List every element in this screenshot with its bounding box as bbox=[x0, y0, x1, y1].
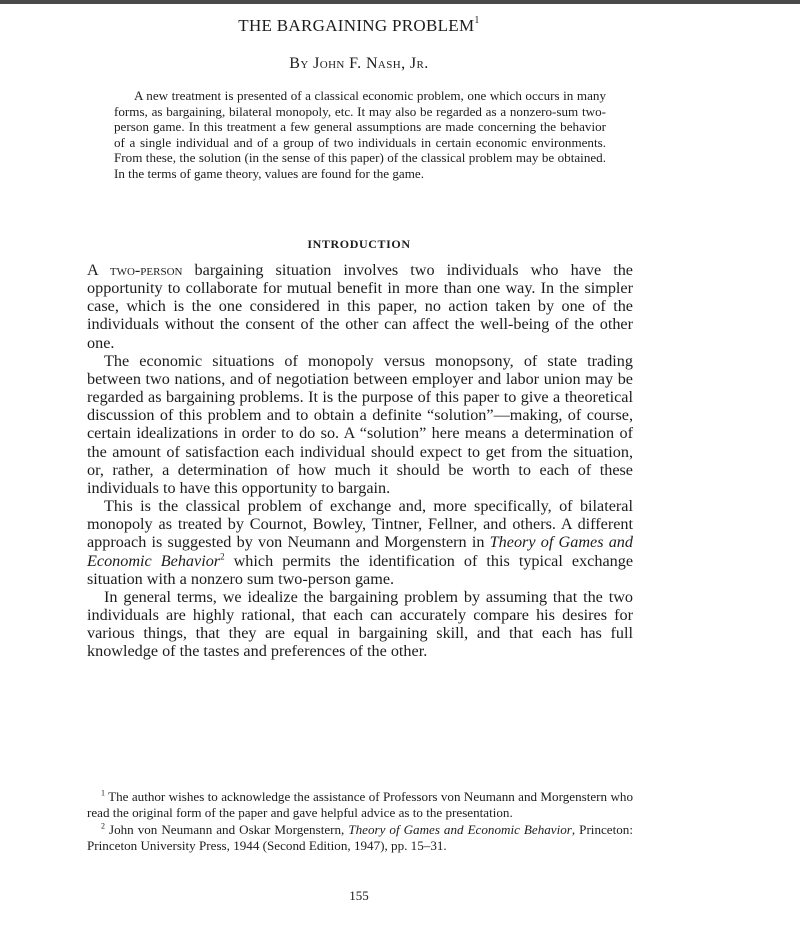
intro-paragraph-3-before: This is the classical problem of exchange and, more specifically, of bilateral monopoly as treated by Cournot, Bowley, Tintner, Fellner, and others. A different approach is suggested by von Neumann and Morgenstern in bbox=[87, 497, 633, 552]
footnote-ref-2: 2 bbox=[220, 551, 225, 562]
footnote-2-before: John von Neumann and Oskar Morgenstern, bbox=[105, 821, 349, 837]
footnote-2-book-title: Theory of Games and Economic Behavior bbox=[348, 821, 572, 837]
intro-paragraph-2: The economic situations of monopoly versus monopsony, of state trading between two nations, and of negotiation between employer and labor union may be regarded as bargaining problems. It is the purpose of this paper to give a theoretical discussion of this problem and to obtain a definite “solution”—making, of course, certain idealizations in order to do so. A “solution” here means a determination of the amount of satisfaction each individual should expect to get from the situation, or, rather, a determination of how much it should be worth to each of these individuals to have this opportunity to bargain. bbox=[87, 351, 633, 497]
abstract: A new treatment is presented of a classical economic problem, one which occurs in many forms, as bargaining, bilateral monopoly, etc. It may also be regarded as a nonzero-sum two-person game. In this treatment a few general assumptions are made concerning the behavior of a single individual and of a group of two individuals in certain economic environments. From these, the solution (in the sense of this paper) of the classical problem may be obtained. In the terms of game theory, values are found for the game. bbox=[114, 88, 606, 181]
footnote-2 bbox=[87, 822, 633, 855]
intro-lead-words: A two-person bbox=[87, 261, 183, 279]
footnote-2-mark: 2 bbox=[101, 821, 105, 831]
author-line: By John F. Nash, Jr. bbox=[289, 55, 429, 72]
intro-paragraph-4: In general terms, we idealize the bargaining problem by assuming that the two individuals are highly rational, that each can accurately compare his desires for various things, that they are equal in bargaining skill, and that each has full knowledge of the tastes and preferences of the other. bbox=[87, 587, 633, 661]
intro-paragraph-3 bbox=[87, 497, 633, 588]
footnote-2-after: , Princeton: Princeton University Press, 1944 (Second Edition, 1947), pp. 15–31. bbox=[87, 821, 633, 853]
intro-paragraph-1-text: bargaining situation involves two individuals who have the opportunity to collaborate for mutual benefit in more than one way. In the simpler case, which is the one considered in this paper, no action taken by one of the individuals without the consent of the other can affect the well-being of the other one. bbox=[87, 261, 633, 352]
intro-paragraph-3-after: which permits the identification of this typical exchange situation with a nonzero sum two-person game. bbox=[87, 551, 634, 588]
footnote-1-mark: 1 bbox=[101, 788, 105, 798]
intro-paragraph-1 bbox=[87, 261, 633, 352]
title-footnote-mark: 1 bbox=[474, 15, 480, 26]
paper-title-text: THE BARGAINING PROBLEM bbox=[238, 16, 475, 35]
section-heading-introduction: INTRODUCTION bbox=[307, 237, 411, 251]
book-title-citation: Theory of Games and Economic Behavior bbox=[87, 533, 633, 570]
introduction-body bbox=[87, 261, 633, 660]
page-number: 155 bbox=[349, 888, 369, 903]
footnotes bbox=[87, 789, 633, 854]
paper-title bbox=[0, 16, 718, 36]
footnote-1 bbox=[87, 789, 633, 822]
footnote-1-text: The author wishes to acknowledge the assistance of Professors von Neumann and Morgenstern who read the original form of the paper and gave helpful advice as to the presentation. bbox=[87, 789, 633, 821]
